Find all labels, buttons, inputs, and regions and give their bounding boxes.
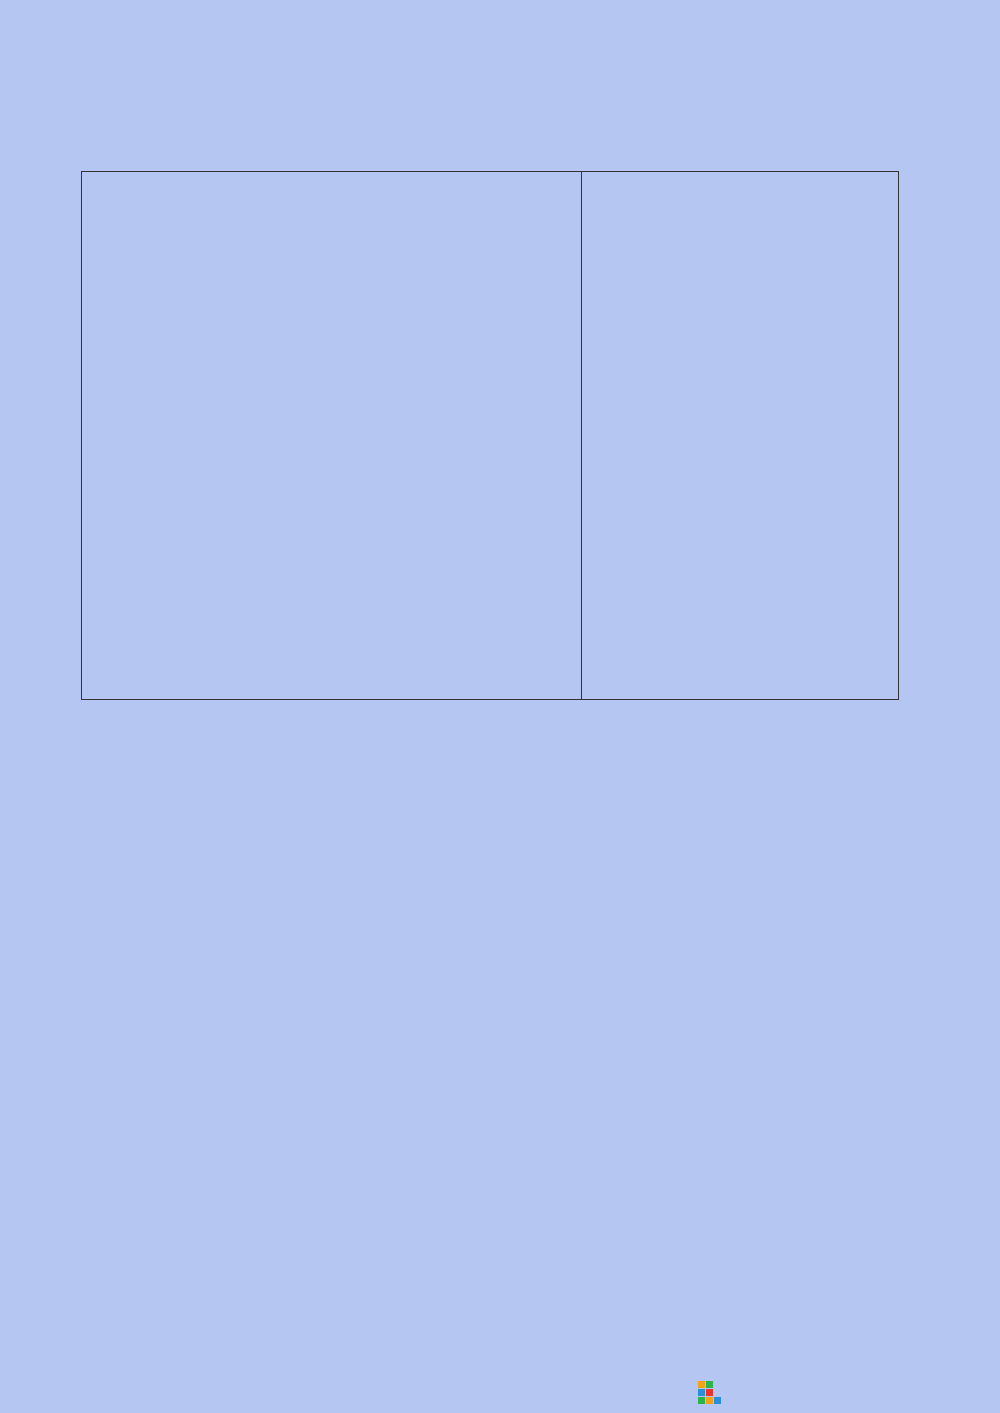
- spanish-column: [582, 172, 898, 699]
- matching-table: [81, 171, 899, 700]
- english-column: [82, 172, 582, 699]
- liveworksheets-logo-icon: [698, 1381, 722, 1405]
- liveworksheets-logo: [698, 1376, 725, 1410]
